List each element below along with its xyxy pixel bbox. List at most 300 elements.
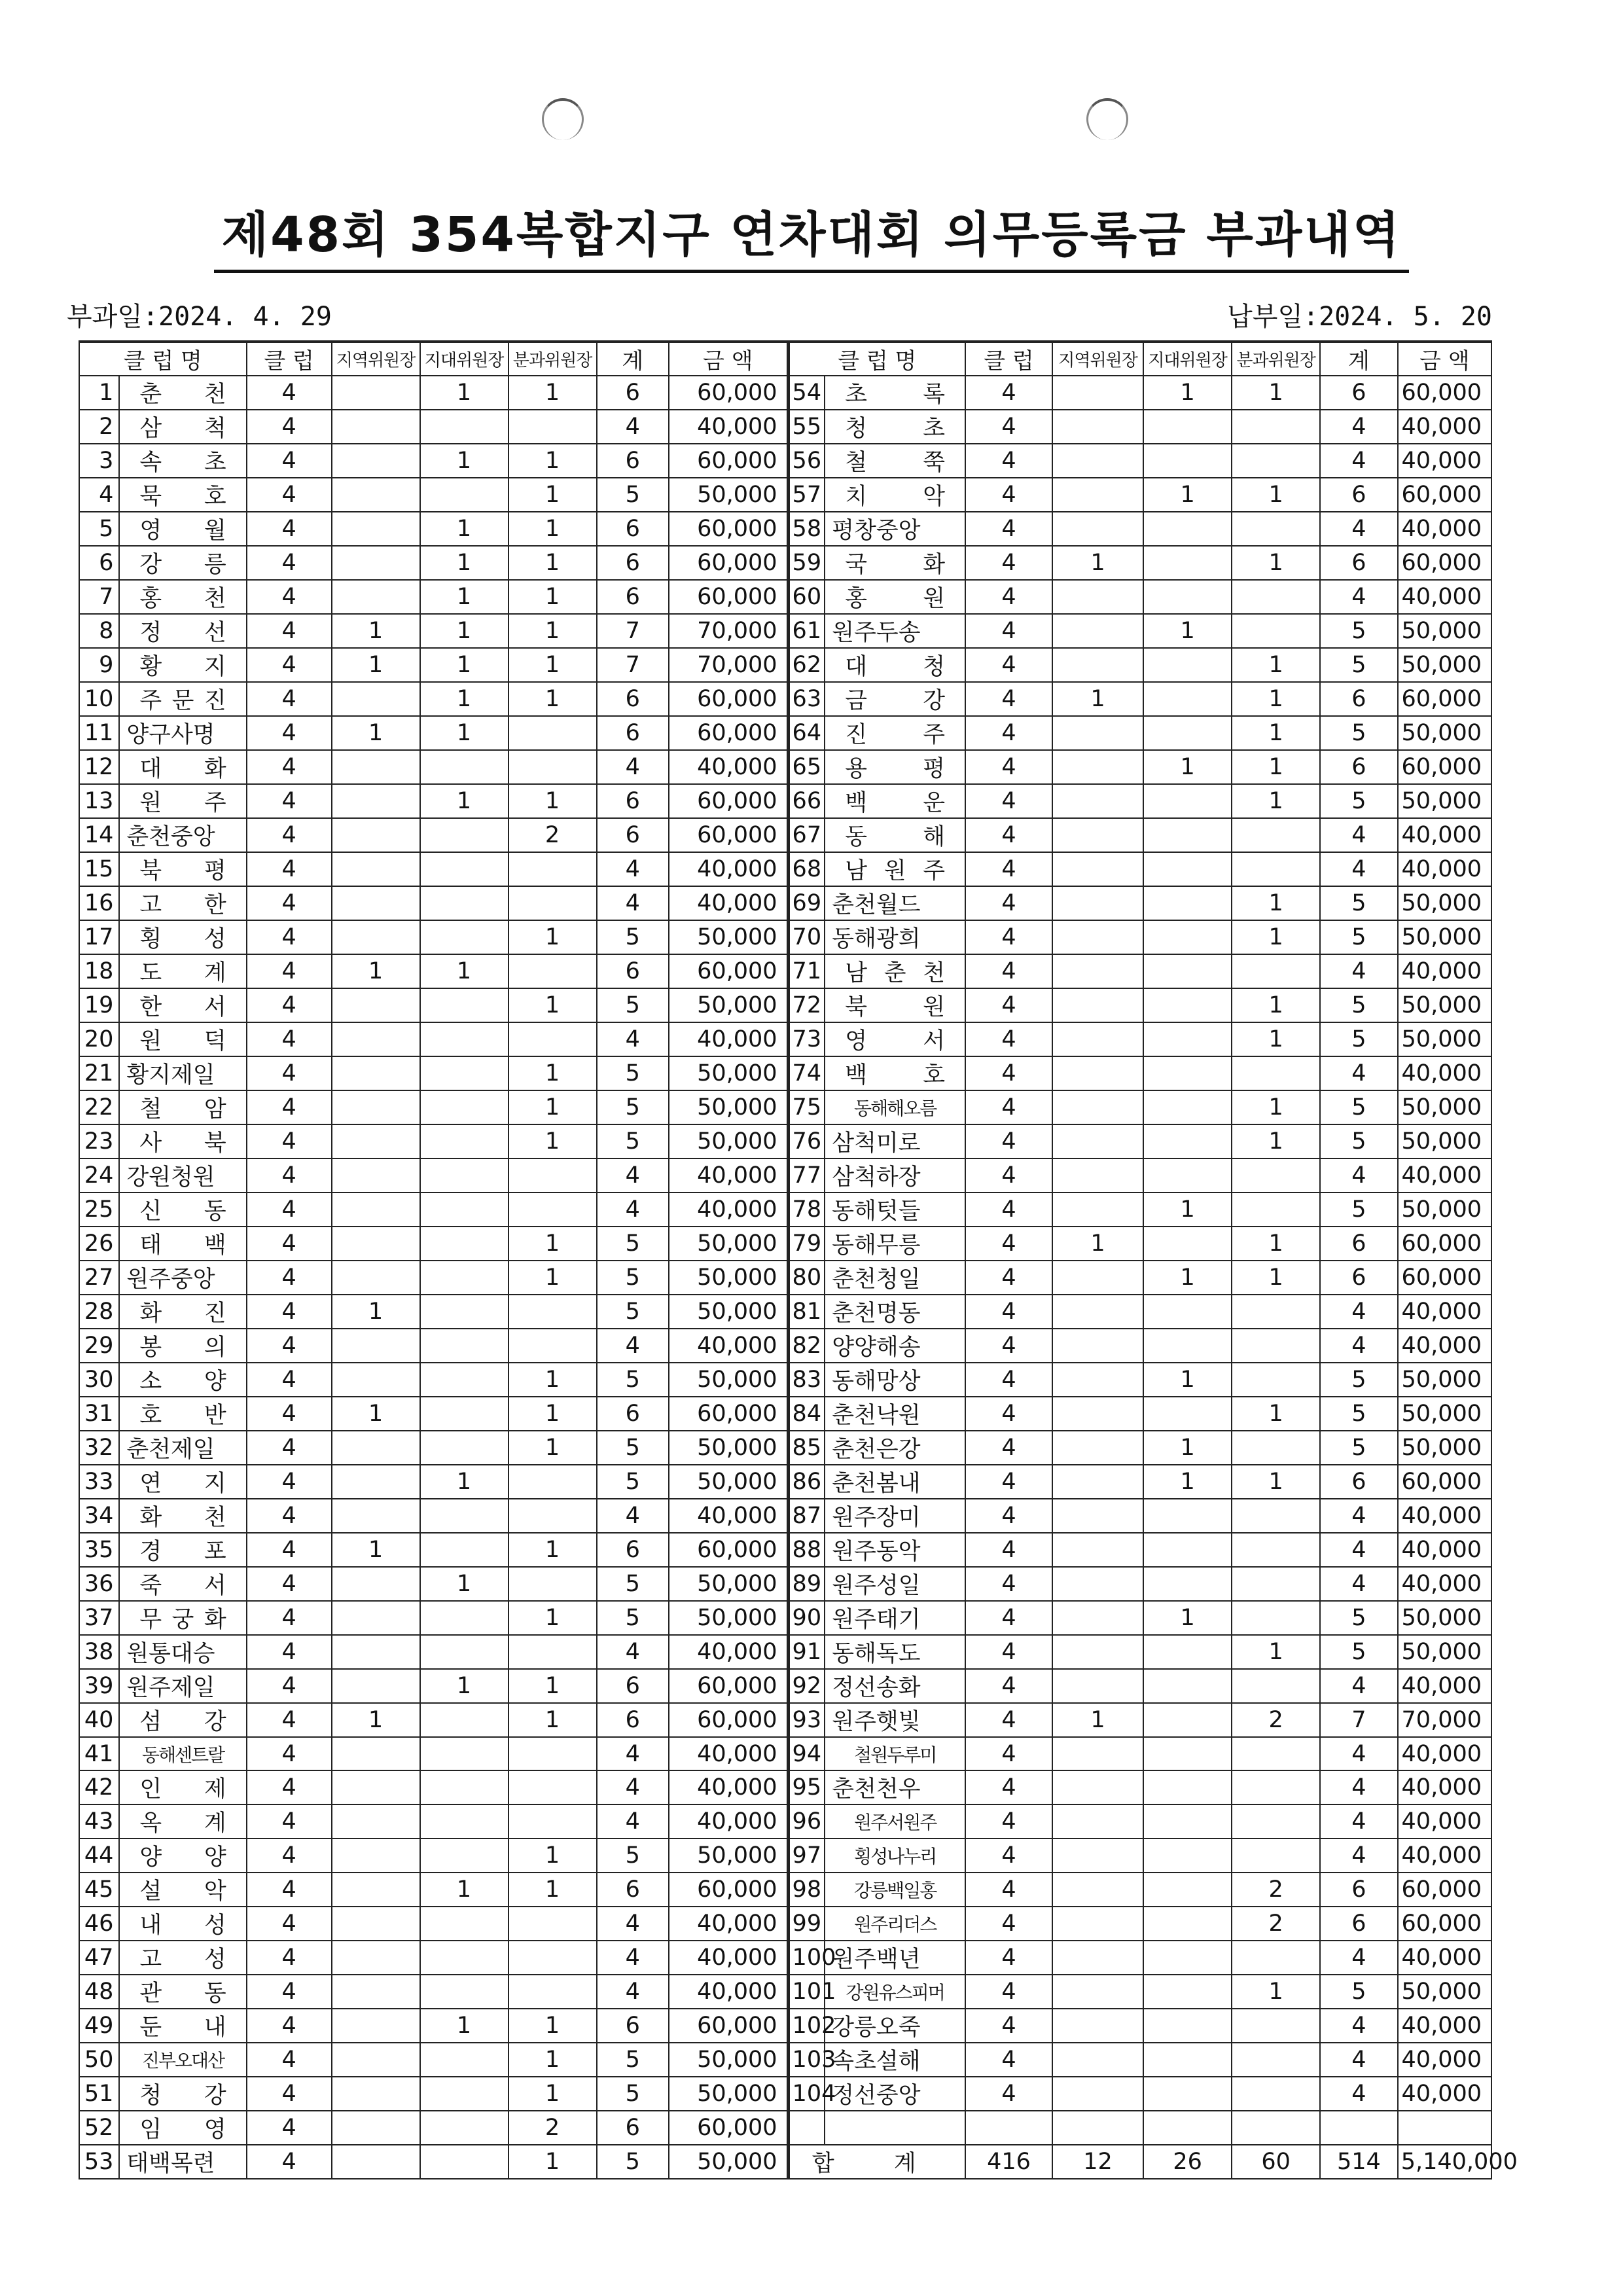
zone-chair-count: 1 xyxy=(420,614,508,648)
regional-chair-count xyxy=(332,1907,420,1941)
row-number: 60 xyxy=(788,580,825,614)
amount: 40,000 xyxy=(1398,1329,1491,1363)
committee-chair-count: 60 xyxy=(1232,2145,1320,2179)
table-row xyxy=(79,1703,1491,1737)
amount: 60,000 xyxy=(669,512,788,546)
amount: 70,000 xyxy=(669,648,788,682)
row-number: 76 xyxy=(788,1124,825,1158)
total-count: 5 xyxy=(1320,920,1398,954)
total-count: 5 xyxy=(597,1090,669,1124)
row-number: 91 xyxy=(788,1635,825,1669)
club-count: 4 xyxy=(247,2111,332,2145)
table-header-row xyxy=(79,342,1491,376)
total-count: 5 xyxy=(1320,1635,1398,1669)
committee-chair-count: 1 xyxy=(1232,920,1320,954)
committee-chair-count: 1 xyxy=(508,478,597,512)
row-number: 90 xyxy=(788,1601,825,1635)
regional-chair-count xyxy=(332,920,420,954)
amount: 50,000 xyxy=(1398,886,1491,920)
regional-chair-count xyxy=(332,1158,420,1193)
committee-chair-count xyxy=(1232,580,1320,614)
row-number: 43 xyxy=(79,1804,119,1839)
committee-chair-count: 1 xyxy=(508,1839,597,1873)
zone-chair-count xyxy=(1143,2009,1232,2043)
club-name: 삼척하장 xyxy=(825,1158,965,1193)
committee-chair-count xyxy=(508,1907,597,1941)
regional-chair-count: 1 xyxy=(332,954,420,988)
committee-chair-count: 1 xyxy=(508,1397,597,1431)
club-name: 경 포 xyxy=(119,1533,246,1567)
zone-chair-count xyxy=(1143,2111,1232,2145)
zone-chair-count: 1 xyxy=(420,580,508,614)
zone-chair-count xyxy=(420,1056,508,1090)
amount: 60,000 xyxy=(669,376,788,410)
row-number: 89 xyxy=(788,1567,825,1601)
club-count: 4 xyxy=(965,2077,1052,2111)
total-count xyxy=(1320,2111,1398,2145)
amount: 60,000 xyxy=(669,716,788,750)
zone-chair-count: 1 xyxy=(420,716,508,750)
table-row xyxy=(79,376,1491,410)
row-number: 85 xyxy=(788,1431,825,1465)
row-number: 12 xyxy=(79,750,119,784)
amount: 5,140,000 xyxy=(1398,2145,1491,2179)
club-count: 4 xyxy=(247,1737,332,1770)
club-name: 동해광희 xyxy=(825,920,965,954)
club-name: 고 한 xyxy=(119,886,246,920)
punch-hole-right xyxy=(1086,98,1128,140)
zone-chair-count: 1 xyxy=(420,444,508,478)
total-count: 4 xyxy=(1320,1295,1398,1329)
club-count: 4 xyxy=(247,2009,332,2043)
zone-chair-count xyxy=(1143,1907,1232,1941)
zone-chair-count xyxy=(420,1397,508,1431)
club-name: 청 강 xyxy=(119,2077,246,2111)
committee-chair-count xyxy=(1232,1329,1320,1363)
total-count: 6 xyxy=(1320,478,1398,512)
club-count: 4 xyxy=(247,478,332,512)
table-row xyxy=(79,716,1491,750)
amount: 50,000 xyxy=(1398,1090,1491,1124)
row-number: 55 xyxy=(788,410,825,444)
zone-chair-count: 1 xyxy=(420,682,508,716)
committee-chair-count xyxy=(1232,1804,1320,1839)
amount: 50,000 xyxy=(669,1261,788,1295)
zone-chair-count xyxy=(420,1363,508,1397)
total-count: 6 xyxy=(1320,1261,1398,1295)
punch-hole-left xyxy=(542,98,584,140)
row-number: 71 xyxy=(788,954,825,988)
committee-chair-count: 1 xyxy=(508,988,597,1022)
regional-chair-count xyxy=(1052,886,1143,920)
club-name: 동 해 xyxy=(825,818,965,852)
row-number: 36 xyxy=(79,1567,119,1601)
committee-chair-count: 1 xyxy=(508,920,597,954)
total-count: 6 xyxy=(597,444,669,478)
zone-chair-count xyxy=(1143,1804,1232,1839)
club-count: 4 xyxy=(965,1975,1052,2009)
total-count: 6 xyxy=(597,1397,669,1431)
amount: 40,000 xyxy=(1398,580,1491,614)
row-number: 45 xyxy=(79,1873,119,1907)
club-name: 홍 천 xyxy=(119,580,246,614)
total-count: 5 xyxy=(597,1056,669,1090)
row-number: 4 xyxy=(79,478,119,512)
table-row xyxy=(79,852,1491,886)
zone-chair-count xyxy=(1143,988,1232,1022)
club-count: 4 xyxy=(247,1703,332,1737)
committee-chair-count: 2 xyxy=(1232,1907,1320,1941)
row-number: 93 xyxy=(788,1703,825,1737)
row-number: 65 xyxy=(788,750,825,784)
club-name: 원주제일 xyxy=(119,1669,246,1703)
club-name: 춘천명동 xyxy=(825,1295,965,1329)
regional-chair-count: 1 xyxy=(332,1533,420,1567)
regional-chair-count xyxy=(332,1124,420,1158)
club-count: 4 xyxy=(965,852,1052,886)
zone-chair-count: 1 xyxy=(1143,1193,1232,1227)
regional-chair-count xyxy=(1052,1975,1143,2009)
committee-chair-count: 1 xyxy=(508,1056,597,1090)
total-count: 5 xyxy=(597,1601,669,1635)
total-count: 6 xyxy=(597,2009,669,2043)
table-row xyxy=(79,1022,1491,1056)
total-count: 4 xyxy=(1320,1669,1398,1703)
header-regional-chair: 지역위원장 xyxy=(1052,342,1143,376)
club-name: 동해해오름 xyxy=(825,1090,965,1124)
club-count: 4 xyxy=(247,750,332,784)
total-count: 5 xyxy=(1320,988,1398,1022)
zone-chair-count xyxy=(1143,852,1232,886)
club-count: 4 xyxy=(965,1941,1052,1975)
row-number: 37 xyxy=(79,1601,119,1635)
total-count: 6 xyxy=(597,682,669,716)
committee-chair-count xyxy=(508,716,597,750)
club-name: 원주동악 xyxy=(825,1533,965,1567)
row-number: 86 xyxy=(788,1465,825,1499)
zone-chair-count xyxy=(1143,1227,1232,1261)
amount: 60,000 xyxy=(1398,376,1491,410)
regional-chair-count xyxy=(1052,1295,1143,1329)
committee-chair-count xyxy=(508,886,597,920)
club-name: 태백목련 xyxy=(119,2145,246,2179)
amount: 50,000 xyxy=(1398,716,1491,750)
table-body xyxy=(79,376,1518,2179)
zone-chair-count: 1 xyxy=(420,1669,508,1703)
club-count: 4 xyxy=(965,988,1052,1022)
table-row xyxy=(79,1227,1491,1261)
club-name: 남 춘 천 xyxy=(825,954,965,988)
club-count: 4 xyxy=(247,1022,332,1056)
club-count: 4 xyxy=(247,1635,332,1669)
club-count: 4 xyxy=(247,1431,332,1465)
zone-chair-count xyxy=(420,1431,508,1465)
club-name: 철 쭉 xyxy=(825,444,965,478)
club-count: 4 xyxy=(247,886,332,920)
row-number: 62 xyxy=(788,648,825,682)
zone-chair-count xyxy=(1143,1124,1232,1158)
club-name: 한 서 xyxy=(119,988,246,1022)
zone-chair-count xyxy=(420,750,508,784)
row-number: 56 xyxy=(788,444,825,478)
total-count: 4 xyxy=(1320,852,1398,886)
amount: 50,000 xyxy=(669,1295,788,1329)
amount: 60,000 xyxy=(669,1703,788,1737)
committee-chair-count xyxy=(1232,1499,1320,1533)
total-count: 7 xyxy=(1320,1703,1398,1737)
row-number: 24 xyxy=(79,1158,119,1193)
amount: 40,000 xyxy=(669,1737,788,1770)
row-number: 21 xyxy=(79,1056,119,1090)
row-number: 1 xyxy=(79,376,119,410)
regional-chair-count xyxy=(332,1601,420,1635)
regional-chair-count xyxy=(1052,1907,1143,1941)
club-count: 4 xyxy=(965,478,1052,512)
regional-chair-count xyxy=(1052,2077,1143,2111)
club-count: 4 xyxy=(965,1635,1052,1669)
total-count: 6 xyxy=(1320,682,1398,716)
amount: 60,000 xyxy=(669,954,788,988)
club-name: 원주태기 xyxy=(825,1601,965,1635)
regional-chair-count xyxy=(332,1261,420,1295)
zone-chair-count xyxy=(420,886,508,920)
total-count: 5 xyxy=(1320,1363,1398,1397)
zone-chair-count xyxy=(1143,1329,1232,1363)
amount: 40,000 xyxy=(1398,1295,1491,1329)
club-name: 동해망상 xyxy=(825,1363,965,1397)
club-name: 내 성 xyxy=(119,1907,246,1941)
total-count: 6 xyxy=(597,1873,669,1907)
zone-chair-count xyxy=(1143,1703,1232,1737)
total-count: 5 xyxy=(1320,1022,1398,1056)
regional-chair-count xyxy=(1052,2111,1143,2145)
zone-chair-count: 1 xyxy=(1143,376,1232,410)
club-name: 춘천천우 xyxy=(825,1770,965,1804)
amount: 60,000 xyxy=(669,1533,788,1567)
total-count: 5 xyxy=(1320,1431,1398,1465)
amount: 40,000 xyxy=(669,1804,788,1839)
total-count: 6 xyxy=(1320,1873,1398,1907)
amount: 50,000 xyxy=(1398,784,1491,818)
total-count: 4 xyxy=(597,750,669,784)
regional-chair-count xyxy=(1052,376,1143,410)
amount: 60,000 xyxy=(1398,1227,1491,1261)
zone-chair-count xyxy=(1143,1533,1232,1567)
regional-chair-count xyxy=(1052,1839,1143,1873)
committee-chair-count: 1 xyxy=(1232,750,1320,784)
regional-chair-count xyxy=(1052,1193,1143,1227)
regional-chair-count xyxy=(1052,1431,1143,1465)
zone-chair-count xyxy=(420,920,508,954)
club-count: 4 xyxy=(965,1022,1052,1056)
regional-chair-count xyxy=(1052,818,1143,852)
committee-chair-count xyxy=(1232,1363,1320,1397)
club-name: 북 원 xyxy=(825,988,965,1022)
regional-chair-count xyxy=(1052,580,1143,614)
club-count: 4 xyxy=(965,1465,1052,1499)
amount: 50,000 xyxy=(669,1839,788,1873)
total-count: 5 xyxy=(597,1839,669,1873)
regional-chair-count xyxy=(1052,1158,1143,1193)
table-row xyxy=(79,784,1491,818)
table-row xyxy=(79,1193,1491,1227)
total-count: 5 xyxy=(597,1431,669,1465)
table-row xyxy=(79,1770,1491,1804)
total-count: 4 xyxy=(1320,2043,1398,2077)
committee-chair-count xyxy=(508,852,597,886)
regional-chair-count xyxy=(332,1056,420,1090)
club-name: 섬 강 xyxy=(119,1703,246,1737)
club-count: 4 xyxy=(965,1261,1052,1295)
regional-chair-count xyxy=(332,1022,420,1056)
regional-chair-count xyxy=(332,478,420,512)
committee-chair-count: 1 xyxy=(1232,648,1320,682)
amount: 50,000 xyxy=(669,920,788,954)
club-count: 4 xyxy=(965,410,1052,444)
row-number: 54 xyxy=(788,376,825,410)
amount: 50,000 xyxy=(1398,1431,1491,1465)
total-count: 6 xyxy=(597,1669,669,1703)
total-count: 5 xyxy=(1320,784,1398,818)
table-row xyxy=(79,750,1491,784)
amount: 50,000 xyxy=(669,2145,788,2179)
total-count: 4 xyxy=(597,1635,669,1669)
club-count: 4 xyxy=(965,580,1052,614)
club-count: 4 xyxy=(965,954,1052,988)
committee-chair-count: 1 xyxy=(508,546,597,580)
zone-chair-count xyxy=(420,2111,508,2145)
regional-chair-count xyxy=(332,2111,420,2145)
regional-chair-count xyxy=(1052,1022,1143,1056)
committee-chair-count: 1 xyxy=(1232,988,1320,1022)
regional-chair-count xyxy=(1052,1873,1143,1907)
row-number: 99 xyxy=(788,1907,825,1941)
table-row xyxy=(79,1635,1491,1669)
committee-chair-count: 2 xyxy=(1232,1873,1320,1907)
club-name: 강원유스피머 xyxy=(825,1975,965,2009)
zone-chair-count xyxy=(1143,1737,1232,1770)
amount: 50,000 xyxy=(669,1056,788,1090)
row-number: 82 xyxy=(788,1329,825,1363)
committee-chair-count xyxy=(508,1329,597,1363)
club-count: 4 xyxy=(247,1907,332,1941)
total-count: 4 xyxy=(1320,2077,1398,2111)
zone-chair-count: 1 xyxy=(1143,1465,1232,1499)
header-committee-chair: 분과위원장 xyxy=(508,342,597,376)
total-count: 5 xyxy=(1320,1975,1398,2009)
club-count: 4 xyxy=(247,1124,332,1158)
total-count: 5 xyxy=(597,1567,669,1601)
club-name: 원 주 xyxy=(119,784,246,818)
total-count: 4 xyxy=(1320,1567,1398,1601)
club-count: 4 xyxy=(247,1941,332,1975)
amount: 50,000 xyxy=(1398,988,1491,1022)
committee-chair-count xyxy=(508,1193,597,1227)
club-name: 둔 내 xyxy=(119,2009,246,2043)
zone-chair-count xyxy=(1143,1397,1232,1431)
regional-chair-count xyxy=(1052,478,1143,512)
club-count: 4 xyxy=(247,376,332,410)
total-count: 5 xyxy=(597,2043,669,2077)
committee-chair-count: 1 xyxy=(1232,1090,1320,1124)
club-count: 4 xyxy=(965,614,1052,648)
club-count: 4 xyxy=(965,682,1052,716)
club-name: 용 평 xyxy=(825,750,965,784)
amount: 60,000 xyxy=(669,444,788,478)
amount: 40,000 xyxy=(669,1770,788,1804)
row-number: 33 xyxy=(79,1465,119,1499)
total-count: 5 xyxy=(597,2077,669,2111)
row-number: 92 xyxy=(788,1669,825,1703)
regional-chair-count: 1 xyxy=(1052,682,1143,716)
row-number: 14 xyxy=(79,818,119,852)
committee-chair-count: 1 xyxy=(508,648,597,682)
regional-chair-count xyxy=(1052,1499,1143,1533)
zone-chair-count xyxy=(1143,1941,1232,1975)
zone-chair-count: 1 xyxy=(1143,1431,1232,1465)
club-count: 4 xyxy=(965,886,1052,920)
zone-chair-count xyxy=(420,1090,508,1124)
committee-chair-count: 1 xyxy=(508,1090,597,1124)
row-number: 32 xyxy=(79,1431,119,1465)
total-count: 4 xyxy=(597,1737,669,1770)
regional-chair-count xyxy=(332,1669,420,1703)
row-number: 50 xyxy=(79,2043,119,2077)
zone-chair-count xyxy=(420,988,508,1022)
committee-chair-count: 1 xyxy=(508,1873,597,1907)
regional-chair-count xyxy=(1052,784,1143,818)
regional-chair-count xyxy=(1052,1056,1143,1090)
zone-chair-count xyxy=(1143,2077,1232,2111)
row-number: 18 xyxy=(79,954,119,988)
committee-chair-count xyxy=(1232,1669,1320,1703)
header-amount: 금 액 xyxy=(669,342,788,376)
zone-chair-count xyxy=(1143,1770,1232,1804)
regional-chair-count xyxy=(332,1090,420,1124)
amount: 50,000 xyxy=(1398,1635,1491,1669)
table-row xyxy=(79,682,1491,716)
zone-chair-count xyxy=(1143,546,1232,580)
amount: 40,000 xyxy=(1398,512,1491,546)
club-name: 호 반 xyxy=(119,1397,246,1431)
row-number: 67 xyxy=(788,818,825,852)
amount: 50,000 xyxy=(669,478,788,512)
regional-chair-count xyxy=(332,2145,420,2179)
amount: 50,000 xyxy=(669,1567,788,1601)
club-name: 영 서 xyxy=(825,1022,965,1056)
table-row xyxy=(79,1329,1491,1363)
total-count: 5 xyxy=(1320,1090,1398,1124)
club-name: 초 록 xyxy=(825,376,965,410)
table-row xyxy=(79,1669,1491,1703)
committee-chair-count: 1 xyxy=(1232,682,1320,716)
table-row xyxy=(79,954,1491,988)
total-count: 7 xyxy=(597,614,669,648)
table-row xyxy=(79,1873,1491,1907)
club-count: 4 xyxy=(965,1737,1052,1770)
zone-chair-count xyxy=(420,1329,508,1363)
row-number: 70 xyxy=(788,920,825,954)
committee-chair-count: 1 xyxy=(1232,546,1320,580)
amount: 40,000 xyxy=(669,750,788,784)
row-number: 16 xyxy=(79,886,119,920)
regional-chair-count xyxy=(332,1737,420,1770)
regional-chair-count xyxy=(1052,1737,1143,1770)
committee-chair-count xyxy=(1232,1770,1320,1804)
club-count: 4 xyxy=(247,1227,332,1261)
total-count: 4 xyxy=(597,1158,669,1193)
club-count: 4 xyxy=(247,2077,332,2111)
